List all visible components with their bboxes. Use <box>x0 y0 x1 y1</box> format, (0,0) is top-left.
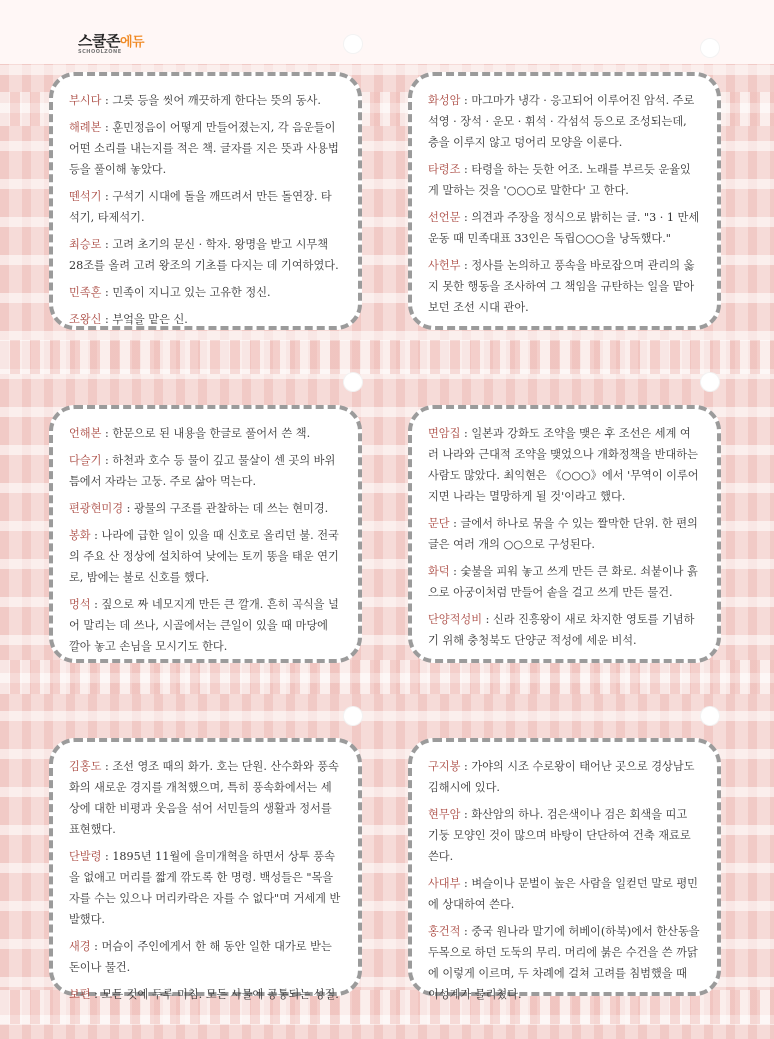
entry-term: 민족혼 <box>69 286 102 299</box>
entry-term: 최승로 <box>69 238 102 251</box>
entry-sep: : <box>460 94 472 107</box>
glossary-entry <box>69 846 342 930</box>
glossary-card <box>408 738 721 1001</box>
entry-definition: 한문으로 된 내용을 한글로 풀어서 쓴 책. <box>112 427 311 440</box>
glossary-entry <box>428 207 701 249</box>
entry-sep: : <box>482 613 493 626</box>
entry-definition: 일본과 강화도 조약을 맺은 후 조선은 세계 여러 나라와 근대적 조약을 맺었으나 개화정책을 반대하는 사람도 많았다. 최익현은 《○○○》에서 '무역이 이루어지면 나라는 멸망하게 될 것'이라고 했다. <box>428 427 699 503</box>
glossary-entry <box>69 525 342 588</box>
entry-sep: : <box>90 529 102 542</box>
entry-sep: : <box>460 259 472 272</box>
punch-hole <box>343 706 363 726</box>
entry-term: 부시다 <box>69 94 102 107</box>
entry-term: 사대부 <box>428 877 461 890</box>
page-header <box>0 0 774 64</box>
entry-definition: 타령을 하는 듯한 어조. 노래를 부르듯 운율있게 말하는 것을 '○○○로 말한다' 고 한다. <box>428 163 691 197</box>
entry-definition: 의견과 주장을 정식으로 밝히는 글. "3 · 1 만세 운동 때 민족대표 33인은 독립○○○을 낭독했다." <box>428 211 700 245</box>
glossary-entry <box>69 309 342 330</box>
entry-sep: : <box>101 190 113 203</box>
entry-definition: 고려 초기의 문신 · 학자. 왕명을 받고 시무책 28조를 올려 고려 왕조의 기초를 다지는 데 기여하였다. <box>69 238 339 272</box>
entry-definition: 부엌을 맡은 신. <box>112 313 188 326</box>
entry-sep: : <box>90 598 102 611</box>
glossary-entry <box>69 756 342 840</box>
entry-sep: : <box>460 163 472 176</box>
glossary-entry <box>69 936 342 978</box>
brand-logo <box>78 30 144 55</box>
entry-definition: 머슴이 주인에게서 한 해 동안 일한 대가로 받는 돈이나 물건. <box>69 940 332 974</box>
entry-definition: 1895년 11월에 을미개혁을 하면서 상투 풍속을 없애고 머리를 짧게 깎도록 한 명령. 백성들은 "목을 자를 수는 있으나 머리카락은 자를 수 없다"며 거세게 반발했다. <box>69 850 341 926</box>
entry-term: 다슬기 <box>69 454 102 467</box>
entry-sep: : <box>460 925 472 938</box>
glossary-entry <box>428 921 701 1005</box>
logo-edu: 에듀 <box>119 35 145 50</box>
glossary-entry <box>428 804 701 867</box>
entry-definition: 나라에 급한 일이 있을 때 신호로 올리던 불. 전국의 주요 산 정상에 설치하여 낮에는 토끼 똥을 태운 연기로, 밤에는 불로 신호를 했다. <box>69 529 339 584</box>
entry-term: 조왕신 <box>69 313 102 326</box>
entry-term: 홍건적 <box>428 925 461 938</box>
entry-definition: 숯불을 피워 놓고 쓰게 만든 큰 화로. 쇠붙이나 흙으로 아궁이처럼 만들어 솥을 걸고 쓰게 만든 물건. <box>428 565 698 599</box>
entry-sep: : <box>90 940 102 953</box>
glossary-entry <box>428 513 701 555</box>
entry-definition: 구석기 시대에 돌을 깨뜨려서 만든 돌연장. 타석기, 타제석기. <box>69 190 332 224</box>
punch-hole <box>700 706 720 726</box>
entry-term: 새경 <box>69 940 91 953</box>
entry-term: 언해본 <box>69 427 102 440</box>
entry-term: 타령조 <box>428 163 461 176</box>
entry-definition: 마그마가 냉각 · 응고되어 이루어진 암석. 주로 석영 · 장석 · 운모 · 휘석 · 각섬석 등으로 조성되는데, 층을 이루지 않고 덩어리 모양을 이룬다. <box>428 94 695 149</box>
glossary-entry <box>69 423 342 444</box>
entry-definition: 글에서 하나로 묶을 수 있는 짤막한 단위. 한 편의 글은 여러 개의 ○○으로 구성된다. <box>428 517 698 551</box>
glossary-entry <box>428 561 701 603</box>
glossary-entry <box>69 594 342 657</box>
entry-term: 선언문 <box>428 211 461 224</box>
entry-term: 면암집 <box>428 427 461 440</box>
glossary-entry <box>69 498 342 519</box>
entry-term: 화성암 <box>428 94 461 107</box>
glossary-card <box>49 738 362 1001</box>
entry-sep: : <box>460 877 472 890</box>
entry-term: 사헌부 <box>428 259 461 272</box>
glossary-card <box>49 405 362 663</box>
entry-sep: : <box>101 94 113 107</box>
entry-definition: 짚으로 짜 네모지게 만든 큰 깔개. 흔히 곡식을 널어 말리는 데 쓰나, 시골에서는 큰일이 있을 때 마당에 깔아 놓고 손님을 모시기도 한다. <box>69 598 339 653</box>
punch-hole <box>343 34 363 54</box>
logo-sub: SCHOOLZONE <box>78 49 122 55</box>
entry-definition: 정사를 논의하고 풍속을 바로잡으며 관리의 옳지 못한 행동을 조사하여 그 책임을 규탄하는 일을 맡아보던 조선 시대 관아. <box>428 259 695 314</box>
entry-sep: : <box>460 211 472 224</box>
entry-sep: : <box>101 238 113 251</box>
entry-definition: 훈민정음이 어떻게 만들어졌는지, 각 음운들이 어떤 소리를 내는지를 적은 책. 글자를 지은 뜻과 사용법 등을 풀이해 놓았다. <box>69 121 339 176</box>
entry-term: 화덕 <box>428 565 450 578</box>
entry-term: 해례본 <box>69 121 102 134</box>
entry-definition: 화산암의 하나. 검은색이나 검은 회색을 띠고 기둥 모양인 것이 많으며 바탕이 단단하여 건축 재료로 쓴다. <box>428 808 691 863</box>
entry-term: 단발령 <box>69 850 102 863</box>
entry-term: 뗀석기 <box>69 190 102 203</box>
entry-term: 봉화 <box>69 529 91 542</box>
glossary-entry <box>428 159 701 201</box>
glossary-entry <box>428 756 701 798</box>
entry-term: 편광현미경 <box>69 502 124 515</box>
glossary-entry <box>428 873 701 915</box>
entry-definition: 민족이 지니고 있는 고유한 정신. <box>112 286 271 299</box>
glossary-entry <box>69 282 342 303</box>
entry-term: 보편 <box>69 988 91 1001</box>
entry-definition: 하천과 호수 등 물이 깊고 물살이 센 곳의 바위틈에서 자라는 고둥. 주로 삶아 먹는다. <box>69 454 336 488</box>
entry-sep: : <box>101 121 113 134</box>
punch-hole <box>700 38 720 58</box>
glossary-entry <box>69 90 342 111</box>
entry-term: 김홍도 <box>69 760 102 773</box>
glossary-entry <box>428 90 701 153</box>
glossary-entry <box>428 609 701 651</box>
entry-sep: : <box>460 760 472 773</box>
glossary-card <box>408 405 721 663</box>
entry-definition: 그릇 등을 씻어 깨끗하게 한다는 뜻의 동사. <box>112 94 321 107</box>
glossary-entry <box>69 186 342 228</box>
logo-main: 스쿨존 <box>78 32 120 50</box>
glossary-card <box>408 72 721 330</box>
entry-definition: 조선 영조 때의 화가. 호는 단원. 산수화와 풍속화의 새로운 경지를 개척했으며, 특히 풍속화에서는 세상에 대한 비평과 웃음을 섞어 서민들의 생활과 정서를 표현했다. <box>69 760 339 836</box>
entry-sep: : <box>101 760 113 773</box>
punch-hole <box>700 372 720 392</box>
entry-definition: 가야의 시조 수로왕이 태어난 곳으로 경상남도 김해시에 있다. <box>428 760 695 794</box>
entry-sep: : <box>449 565 461 578</box>
glossary-entry <box>428 423 701 507</box>
entry-sep: : <box>101 427 113 440</box>
glossary-entry <box>69 117 342 180</box>
punch-hole <box>343 372 363 392</box>
entry-definition: 신라 진흥왕이 새로 차지한 영토를 기념하기 위해 충청북도 단양군 적성에 세운 비석. <box>428 613 695 647</box>
glossary-entry <box>428 255 701 318</box>
entry-sep: : <box>123 502 134 515</box>
entry-term: 멍석 <box>69 598 91 611</box>
glossary-card <box>49 72 362 330</box>
entry-definition: 중국 원나라 말기에 허베이(하북)에서 한산동을 두목으로 하던 도둑의 무리. 머리에 붉은 수건을 쓴 까닭에 이렇게 이르며, 두 차례에 걸쳐 고려를 침범했을 때 이성계가 물리쳤다. <box>428 925 700 1001</box>
entry-sep: : <box>101 286 113 299</box>
entry-sep: : <box>101 313 113 326</box>
entry-sep: : <box>449 517 461 530</box>
entry-term: 현무암 <box>428 808 461 821</box>
entry-term: 구지봉 <box>428 760 461 773</box>
entry-sep: : <box>101 850 113 863</box>
glossary-entry <box>69 234 342 276</box>
entry-term: 단양적성비 <box>428 613 483 626</box>
entry-sep: : <box>460 808 472 821</box>
glossary-entry <box>69 984 342 1005</box>
entry-definition: 벼슬이나 문벌이 높은 사람을 일컫던 말로 평민에 상대하여 쓴다. <box>428 877 698 911</box>
entry-sep: : <box>460 427 472 440</box>
entry-sep: : <box>90 988 102 1001</box>
entry-definition: 광물의 구조를 관찰하는 데 쓰는 현미경. <box>133 502 329 515</box>
glossary-entry <box>69 450 342 492</box>
entry-term: 문단 <box>428 517 450 530</box>
entry-definition: 모든 것에 두루 미침. 모든 사물에 공통되는 성질. <box>101 988 339 1001</box>
entry-sep: : <box>101 454 113 467</box>
